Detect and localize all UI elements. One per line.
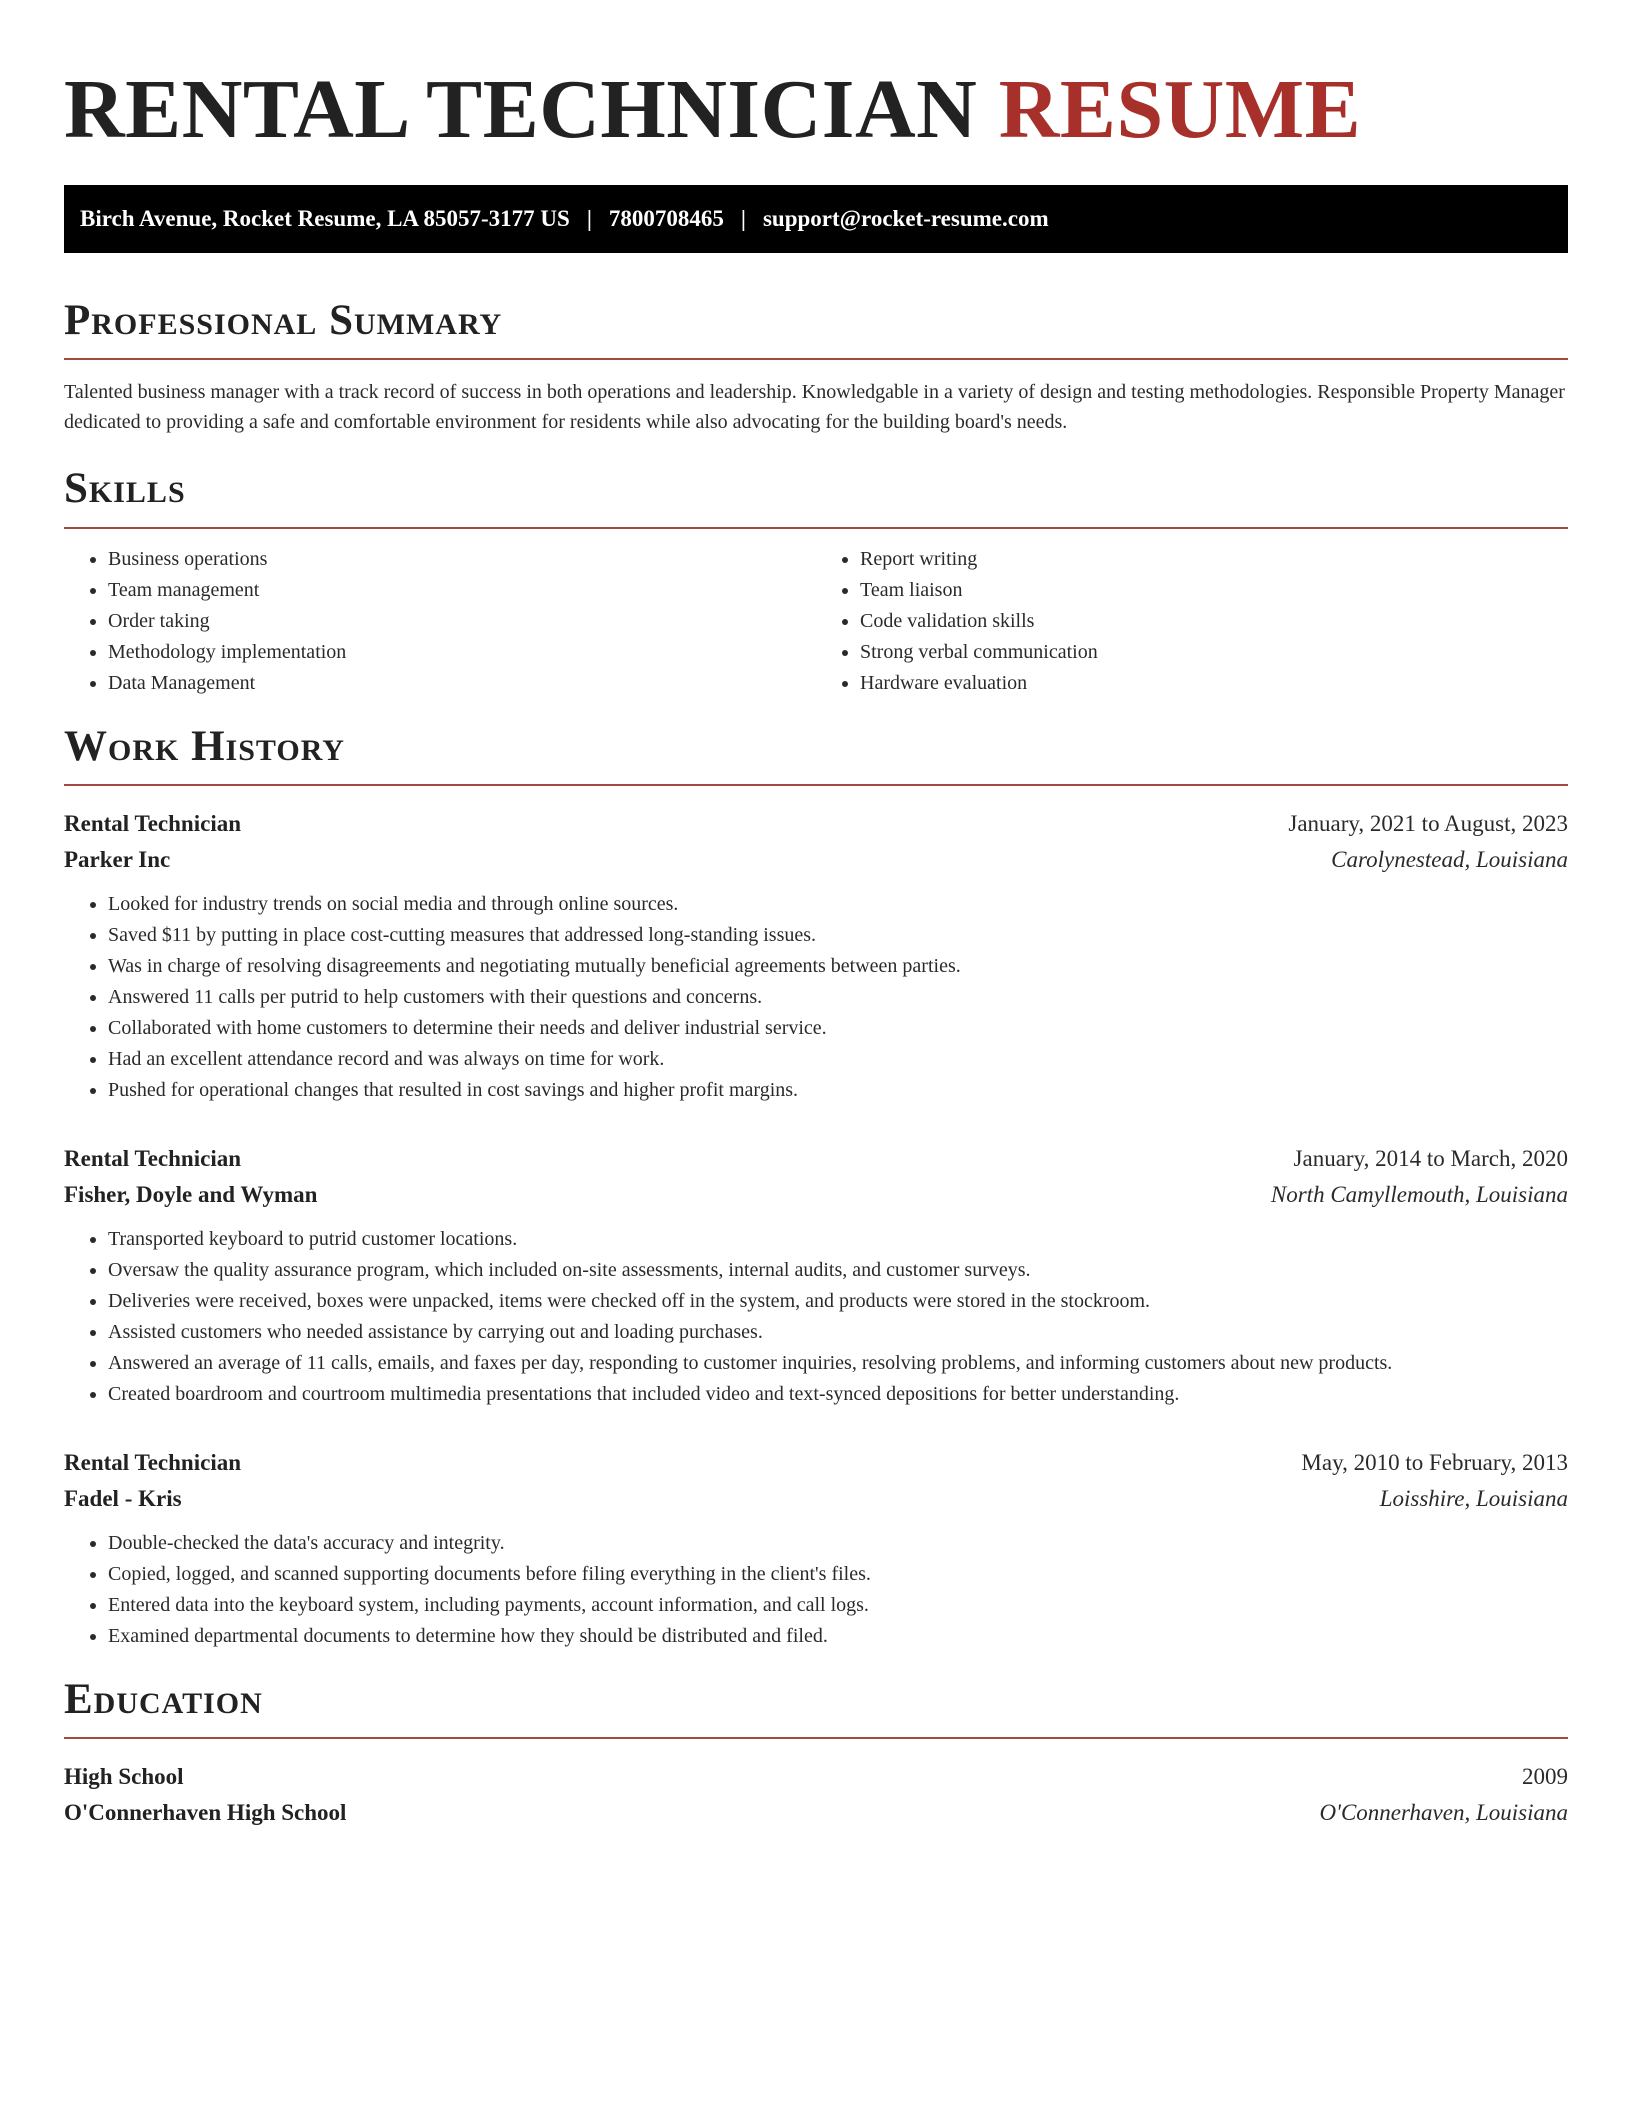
skill-item: • Strong verbal communication	[860, 637, 1568, 668]
job-company: Parker Inc	[64, 846, 171, 872]
education-location: O'Connerhaven, Louisiana	[1319, 1800, 1568, 1826]
job-dates: May, 2010 to February, 2013	[1301, 1449, 1568, 1475]
job-bullet: • Had an excellent attendance record and was always on time for work.	[108, 1044, 1568, 1075]
skill-item: • Business operations	[108, 544, 816, 575]
skill-item: • Code validation skills	[860, 606, 1568, 637]
education-header-row	[64, 1759, 1568, 1795]
title-accent: RESUME	[998, 63, 1362, 156]
contact-email[interactable]: support@rocket-resume.com	[762, 206, 1049, 231]
resume-title	[64, 48, 1568, 156]
job-bullet: • Entered data into the keyboard system, including payments, account information, and call logs.	[108, 1590, 1568, 1621]
job-location: North Camyllemouth, Louisiana	[1270, 1181, 1568, 1207]
job-dates: January, 2014 to March, 2020	[1293, 1145, 1568, 1171]
job-bullet: • Looked for industry trends on social media and through online sources.	[108, 889, 1568, 920]
job-company-row	[64, 1481, 1568, 1517]
job-bullet: • Created boardroom and courtroom multimedia presentations that included video and text-synced depositions for better understanding.	[108, 1379, 1568, 1410]
contact-separator: |	[586, 206, 592, 231]
work-history-heading: Work History	[64, 722, 345, 770]
job-bullet: • Oversaw the quality assurance program, which included on-site assessments, internal audits, and customer surveys.	[108, 1255, 1568, 1286]
education-degree: High School	[64, 1764, 184, 1790]
job-location: Carolynestead, Louisiana	[1331, 846, 1568, 872]
job-bullet: • Assisted customers who needed assistance by carrying out and loading purchases.	[108, 1317, 1568, 1348]
job-bullets	[64, 1528, 1568, 1652]
skills-list-right	[816, 544, 1568, 699]
job-bullet: • Copied, logged, and scanned supporting documents before filing everything in the client's files.	[108, 1559, 1568, 1590]
job-title: Rental Technician	[64, 1449, 242, 1475]
job-header-row	[64, 1141, 1568, 1177]
skills-section	[64, 465, 1568, 698]
skill-item: • Methodology implementation	[108, 637, 816, 668]
contact-bar	[64, 185, 1568, 253]
skills-columns	[64, 544, 1568, 699]
job-bullet: • Examined departmental documents to determine how they should be distributed and filed.	[108, 1621, 1568, 1652]
section-divider	[64, 784, 1568, 786]
contact-address: Birch Avenue, Rocket Resume, LA 85057-3177 US	[80, 206, 570, 231]
education-school-row	[64, 1795, 1568, 1831]
skill-item: • Report writing	[860, 544, 1568, 575]
job-title: Rental Technician	[64, 810, 242, 836]
job-bullet: • Was in charge of resolving disagreements and negotiating mutually beneficial agreements between parties.	[108, 951, 1568, 982]
job-company: Fadel - Kris	[64, 1485, 182, 1511]
skill-item: • Data Management	[108, 668, 816, 699]
job-entry	[64, 1445, 1568, 1652]
job-title: Rental Technician	[64, 1145, 242, 1171]
summary-text: Talented business manager with a track record of success in both operations and leadership. Knowledgable in a variety of design and testing methodologies. Responsible Property Manager dedicated to providing a safe and comfortable environment for residents while also advocating for the building board's needs.	[64, 381, 1565, 434]
job-bullet: • Answered 11 calls per putrid to help customers with their questions and concerns.	[108, 982, 1568, 1013]
skills-heading: Skills	[64, 465, 186, 513]
summary-heading: Professional Summary	[64, 297, 503, 344]
job-entry	[64, 1141, 1568, 1410]
education-year: 2009	[1522, 1764, 1568, 1790]
job-company: Fisher, Doyle and Wyman	[64, 1181, 318, 1207]
job-header-row	[64, 1445, 1568, 1481]
education-section	[64, 1676, 1568, 1831]
job-bullets	[64, 889, 1568, 1106]
job-dates: January, 2021 to August, 2023	[1288, 810, 1568, 836]
skill-item: • Team management	[108, 575, 816, 606]
job-bullet: • Collaborated with home customers to determine their needs and deliver industrial service.	[108, 1013, 1568, 1044]
skill-item: • Hardware evaluation	[860, 668, 1568, 699]
job-bullet: • Transported keyboard to putrid customer locations.	[108, 1224, 1568, 1255]
job-bullet: • Deliveries were received, boxes were unpacked, items were checked off in the system, and products were stored in the stockroom.	[108, 1286, 1568, 1317]
summary-section	[64, 297, 1568, 437]
skill-item: • Team liaison	[860, 575, 1568, 606]
education-entry	[64, 1759, 1568, 1831]
skills-list-left	[64, 544, 816, 699]
job-header-row	[64, 806, 1568, 842]
job-bullet: • Answered an average of 11 calls, emails, and faxes per day, responding to customer inquiries, resolving problems, and informing customers about new products.	[108, 1348, 1568, 1379]
section-divider	[64, 1737, 1568, 1739]
job-entry	[64, 806, 1568, 1106]
job-bullet: • Double-checked the data's accuracy and integrity.	[108, 1528, 1568, 1559]
work-history-section	[64, 723, 1568, 1652]
section-divider	[64, 527, 1568, 529]
job-company-row	[64, 842, 1568, 878]
job-location: Loisshire, Louisiana	[1379, 1485, 1568, 1511]
contact-separator: |	[740, 206, 746, 231]
education-school: O'Connerhaven High School	[64, 1800, 347, 1826]
job-bullets	[64, 1224, 1568, 1410]
skill-item: • Order taking	[108, 606, 816, 637]
job-bullet: • Pushed for operational changes that resulted in cost savings and higher profit margins.	[108, 1075, 1568, 1106]
job-bullet: • Saved $11 by putting in place cost-cutting measures that addressed long-standing issues.	[108, 920, 1568, 951]
section-divider	[64, 358, 1568, 360]
title-main: RENTAL TECHNICIAN	[64, 63, 978, 156]
contact-phone[interactable]: 7800708465	[608, 206, 724, 231]
education-heading: Education	[64, 1675, 263, 1723]
job-company-row	[64, 1177, 1568, 1213]
